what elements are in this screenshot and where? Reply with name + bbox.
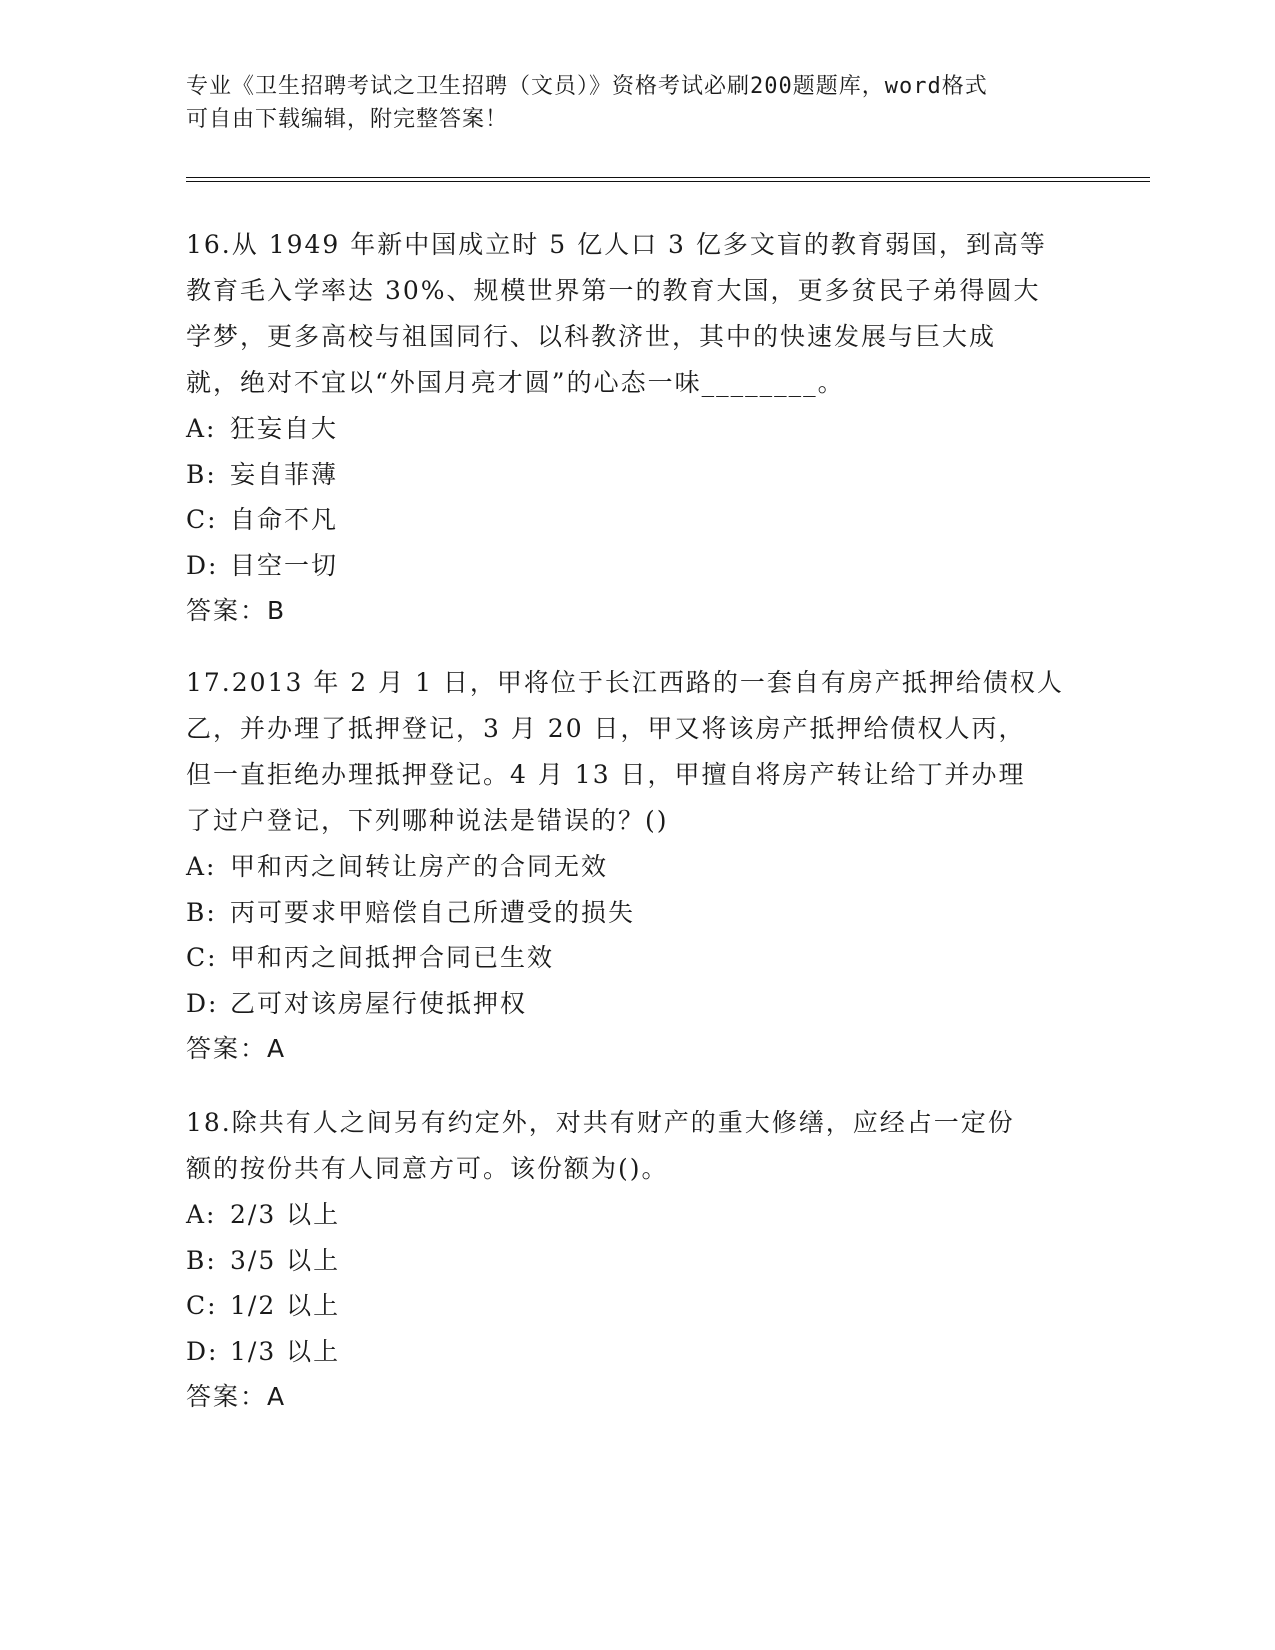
option-d: D: 1/3 以上	[186, 1336, 341, 1366]
option-b: B: 丙可要求甲赔偿自己所遭受的损失	[186, 897, 636, 927]
option-d: D: 乙可对该房屋行使抵押权	[186, 988, 528, 1018]
header-line-1: 专业《卫生招聘考试之卫生招聘（文员）》资格考试必刷200题题库，word格式	[186, 74, 988, 99]
question-stem	[186, 1100, 1086, 1192]
option-a: A: 甲和丙之间转让房产的合同无效	[186, 852, 609, 881]
question-stem	[186, 660, 1086, 844]
option-a: A: 狂妄自大	[186, 414, 339, 443]
answer-label: 答案：B	[186, 596, 287, 625]
option-c: C: 1/2 以上	[186, 1291, 341, 1320]
stem-line: 16.从 1949 年新中国成立时 5 亿人口 3 亿多文盲的教育弱国，到高等	[186, 230, 1047, 259]
question-18	[186, 1100, 1086, 1420]
stem-line: 教育毛入学率达 30%、规模世界第一的教育大国，更多贫民子弟得圆大	[186, 276, 1041, 305]
question-stem	[186, 222, 1086, 406]
stem-line: 但一直拒绝办理抵押登记。4 月 13 日，甲擅自将房产转让给丁并办理	[186, 760, 1026, 789]
stem-line: 额的按份共有人同意方可。该份额为()。	[186, 1154, 669, 1183]
answer-label: 答案：A	[186, 1034, 287, 1063]
stem-line: 18.除共有人之间另有约定外，对共有财产的重大修缮，应经占一定份	[186, 1108, 1015, 1137]
stem-line: 学梦，更多高校与祖国同行、以科教济世，其中的快速发展与巨大成	[186, 322, 997, 351]
option-list	[186, 1192, 1086, 1374]
answer-label: 答案：A	[186, 1382, 287, 1411]
header-line-2: 可自由下载编辑，附完整答案！	[186, 107, 509, 132]
stem-line: 17.2013 年 2 月 1 日，甲将位于长江西路的一套自有房产抵押给债权人	[186, 668, 1064, 697]
question-16	[186, 222, 1086, 634]
option-b: B: 3/5 以上	[186, 1245, 341, 1275]
stem-line: 了过户登记，下列哪种说法是错误的？()	[186, 806, 669, 835]
option-a: A: 2/3 以上	[186, 1200, 341, 1229]
header-divider-top	[186, 177, 1150, 178]
stem-line: 就，绝对不宜以“外国月亮才圆”的心态一味________。	[186, 368, 845, 397]
question-17	[186, 660, 1086, 1072]
option-b: B: 妄自菲薄	[186, 459, 339, 489]
document-header	[186, 70, 1086, 136]
option-list	[186, 406, 1086, 588]
option-d: D: 目空一切	[186, 550, 339, 580]
option-c: C: 自命不凡	[186, 505, 339, 534]
option-list	[186, 844, 1086, 1026]
stem-line: 乙，并办理了抵押登记，3 月 20 日，甲又将该房产抵押给债权人丙，	[186, 714, 1026, 743]
option-c: C: 甲和丙之间抵押合同已生效	[186, 943, 555, 972]
header-divider-bottom	[186, 181, 1150, 182]
